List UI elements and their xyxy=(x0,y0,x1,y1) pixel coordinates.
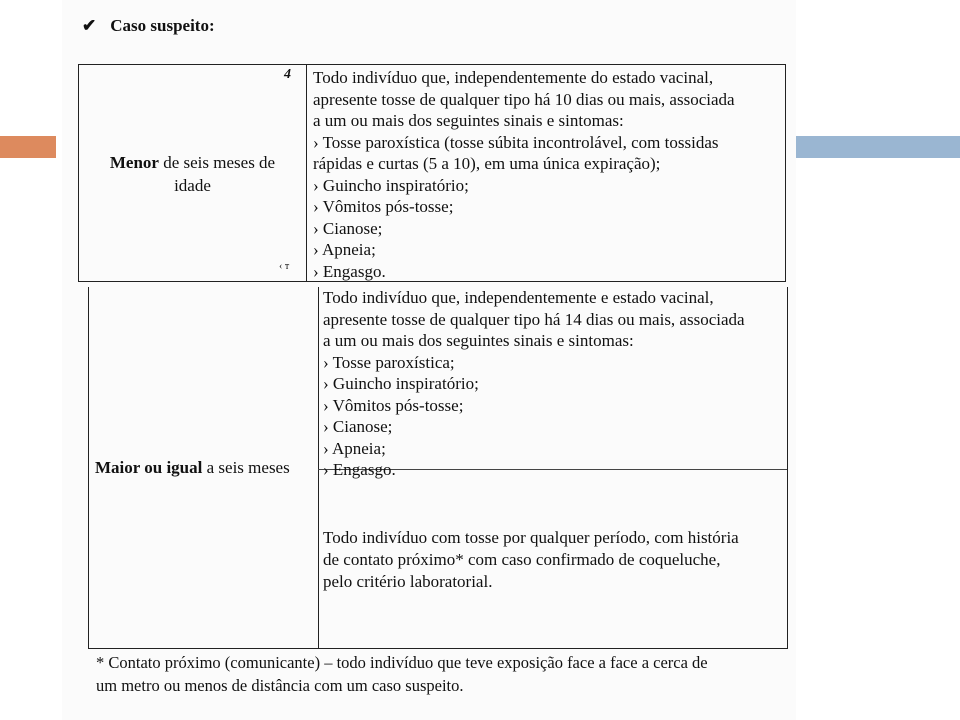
definition-line: Todo indivíduo que, independentemente e estado vacinal, xyxy=(323,288,714,307)
heading-text: Caso suspeito: xyxy=(110,16,215,35)
definition-line: apresente tosse de qualquer tipo há 14 dias ou mais, associada xyxy=(323,309,745,329)
definition-line: Todo indivíduo com tosse por qualquer período, com história xyxy=(323,528,739,547)
footnote-line: * Contato próximo (comunicante) – todo indivíduo que teve exposição face a face a cerca de xyxy=(96,653,708,672)
definition-line: › Guincho inspiratório; xyxy=(323,374,479,393)
definition-line: › Apneia; xyxy=(323,438,386,458)
definition-line: › Vômitos pós-tosse; xyxy=(313,197,454,216)
definition-line: › Engasgo. xyxy=(313,261,386,281)
section-heading xyxy=(82,16,215,36)
definition-line: › Tosse paroxística; xyxy=(323,352,455,372)
definition-line: apresente tosse de qualquer tipo há 10 dias ou mais, associada xyxy=(313,89,735,109)
definition-line: pelo critério laboratorial. xyxy=(323,572,493,591)
definition-line: › Engasgo. xyxy=(323,460,396,479)
column-divider xyxy=(306,65,307,281)
age-group-bold: Menor xyxy=(109,153,159,172)
definition-line: › Vômitos pós-tosse; xyxy=(323,395,464,415)
accent-bar-orange xyxy=(0,136,56,158)
case-definition xyxy=(313,67,783,282)
age-group-bold: Maior ou igual xyxy=(95,458,203,477)
checkmark-icon: ✔ xyxy=(82,16,97,35)
definition-line: de contato próximo* com caso confirmado de coqueluche, xyxy=(323,550,721,569)
contact-case-definition xyxy=(323,527,785,593)
footnote-line: um metro ou menos de distância com um caso suspeito. xyxy=(96,676,464,695)
footnote xyxy=(96,651,796,697)
definition-line: a um ou mais dos seguintes sinais e sintomas: xyxy=(323,331,634,350)
definition-line: rápidas e curtas (5 a 10), em uma única expiração); xyxy=(313,154,661,173)
case-definition xyxy=(323,287,785,481)
definition-line: › Tosse paroxística (tosse súbita incontrolável, com tossidas xyxy=(313,132,719,152)
age-group-label: Maior ou igual a seis meses xyxy=(95,458,290,477)
case-table-under-six-months xyxy=(78,64,786,282)
definition-line: › Cianose; xyxy=(313,218,383,238)
definition-line: a um ou mais dos seguintes sinais e sintomas: xyxy=(313,111,624,130)
margin-mark-top: 4 xyxy=(284,67,291,82)
case-table-six-months-or-more xyxy=(88,287,788,649)
definition-line: › Cianose; xyxy=(323,417,393,436)
accent-bar-blue xyxy=(796,136,960,158)
definition-line: Todo indivíduo que, independentemente do estado vacinal, xyxy=(313,68,714,87)
column-divider xyxy=(318,287,319,648)
definition-line: › Apneia; xyxy=(313,240,376,259)
margin-mark-bottom: ‹ ᴛ xyxy=(279,261,290,272)
age-group-label: Menor de seis meses de idade xyxy=(109,153,276,195)
definition-line: › Guincho inspiratório; xyxy=(313,175,469,195)
